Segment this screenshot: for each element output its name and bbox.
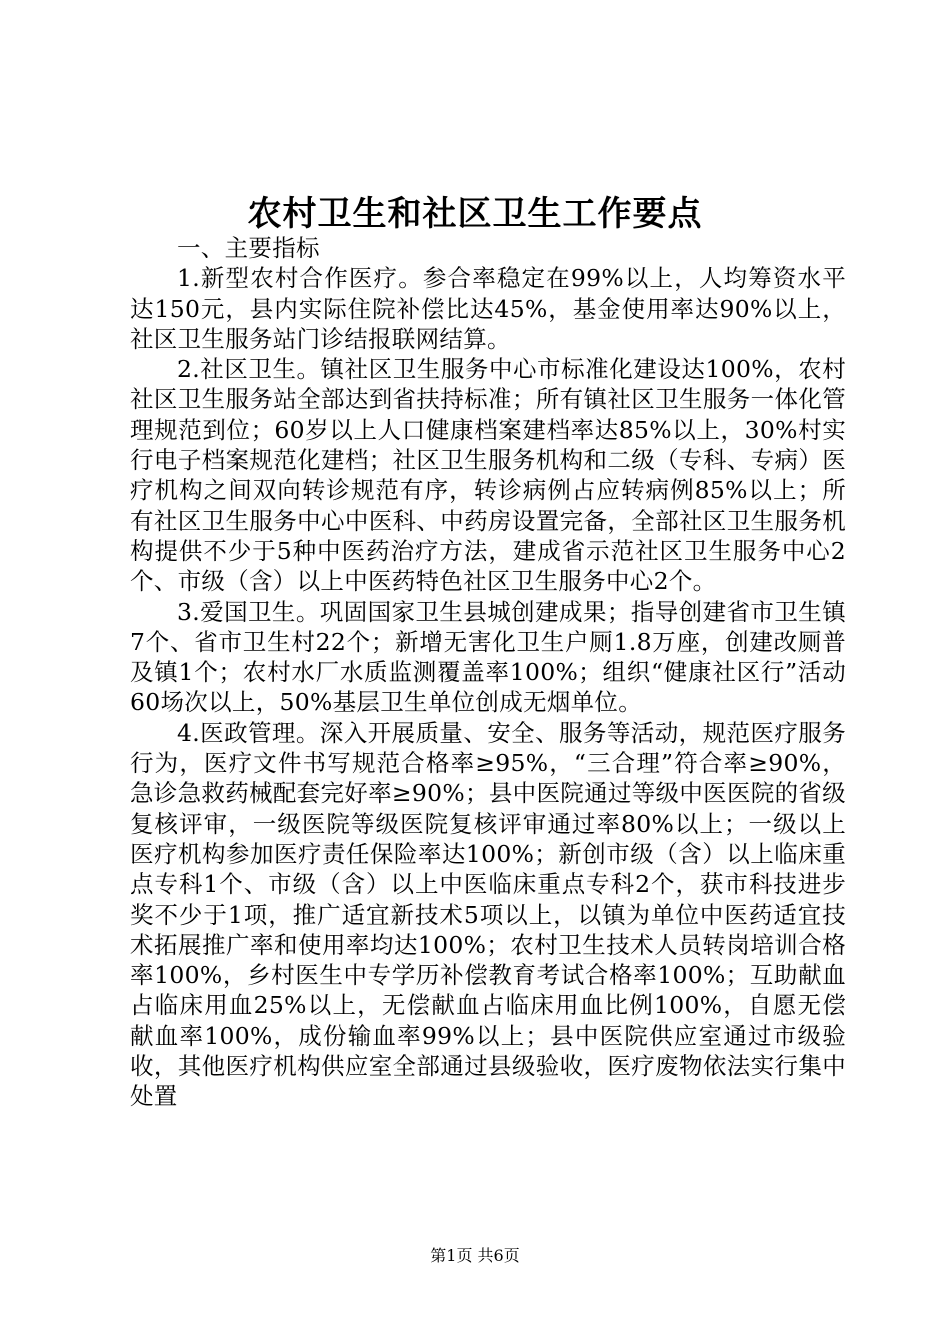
page-footer: 第1页 共6页 [430,1246,520,1265]
paragraph-patriotic-health: 3.爱国卫生。巩固国家卫生县城创建成果；指导创建省市卫生镇7个、省市卫生村22个；新增无害化卫生户厕1.8万座，创建改厕普及镇1个；农村水厂水质监测覆盖率100%；组织“健康社区行”活动60场次以上，50%基层卫生单位创成无烟单位。 [130,597,846,717]
page-title: 农村卫生和社区卫生工作要点 [247,194,703,234]
document-body [130,233,846,1112]
paragraph-community-health: 2.社区卫生。镇社区卫生服务中心市标准化建设达100%，农村社区卫生服务站全部达到省扶持标准；所有镇社区卫生服务一体化管理规范到位；60岁以上人口健康档案建档率达85%以上，30%村实行电子档案规范化建档；社区卫生服务机构和二级（专科、专病）医疗机构之间双向转诊规范有序，转诊病例占应转病例85%以上；所有社区卫生服务中心中医科、中药房设置完备，全部社区卫生服务机构提供不少于5种中医药治疗方法，建成省示范社区卫生服务中心2个、市级（含）以上中医药特色社区卫生服务中心2个。 [130,355,846,596]
paragraph-medical-administration: 4.医政管理。深入开展质量、安全、服务等活动，规范医疗服务行为，医疗文件书写规范合格率≥95%，“三合理”符合率≥90%，急诊急救药械配套完好率≥90%；县中医院通过等级中医医院的省级复核评审，一级医院等级医院复核评审通过率80%以上；一级以上医疗机构参加医疗责任保险率达100%；新创市级（含）以上临床重点专科1个、市级（含）以上中医临床重点专科2个，获市科技进步奖不少于1项，推广适宜新技术5项以上，以镇为单位中医药适宜技术拓展推广率和使用率均达100%；农村卫生技术人员转岗培训合格率100%，乡村医生中专学历补偿教育考试合格率100%；互助献血占临床用血25%以上，无偿献血占临床用血比例100%，自愿无偿献血率100%，成份输血率99%以上；县中医院供应室通过市级验收，其他医疗机构供应室全部通过县级验收，医疗废物依法实行集中处置 [130,718,846,1111]
section-heading: 一、主要指标 [177,234,320,262]
paragraph-rural-cooperative-medical: 1.新型农村合作医疗。参合率稳定在99%以上，人均筹资水平达150元，县内实际住院补偿比达45%，基金使用率达90%以上，社区卫生服务站门诊结报联网结算。 [130,264,846,353]
